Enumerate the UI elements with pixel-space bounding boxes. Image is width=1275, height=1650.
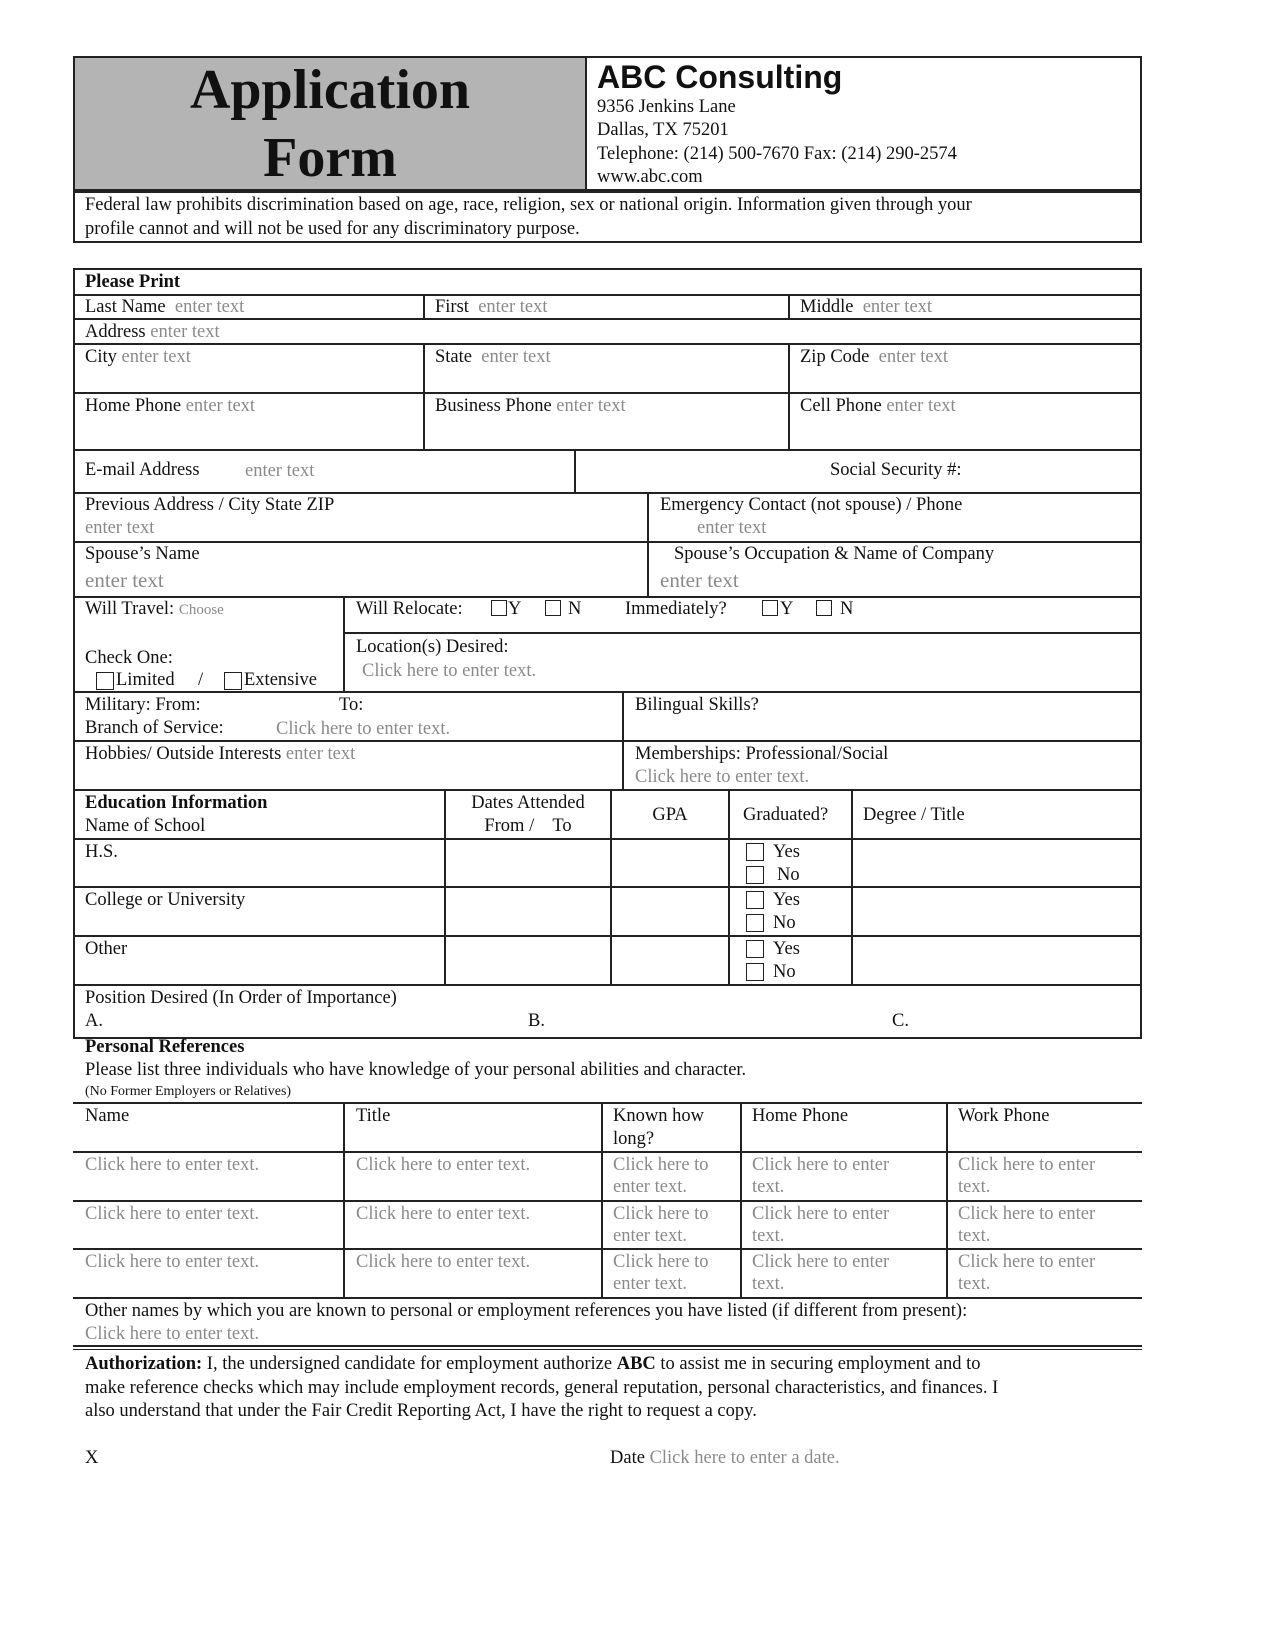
rule [73,343,1142,345]
relocate-yes-label: Y [508,599,522,619]
business-phone-input[interactable]: enter text [556,396,626,416]
ref1-home-input[interactable] [752,1154,889,1198]
will-travel-dropdown[interactable]: Choose [178,602,224,618]
name-of-school-header: Name of School [85,816,206,836]
company-address2: Dallas, TX 75201 [597,120,729,140]
rule [343,1102,345,1297]
authorization-line1 [85,1353,981,1375]
ssn-label: Social Security #: [830,460,962,480]
rule [73,984,1142,986]
college-no-checkbox[interactable] [746,914,764,932]
first-name-input[interactable]: enter text [478,297,548,317]
references-note: (No Former Employers or Relatives) [85,1084,292,1099]
memberships-label: Memberships: Professional/Social [635,744,889,764]
rule [73,1248,1142,1250]
company-website: www.abc.com [597,167,703,187]
rule [73,740,1142,742]
hobbies-label: Hobbies/ Outside Interests [85,744,282,764]
rule [788,343,790,449]
business-phone-field[interactable] [435,395,626,417]
last-name-input[interactable]: enter text [174,297,245,317]
ref1-title-input[interactable]: Click here to enter text. [356,1155,531,1175]
check-one-label: Check One: [85,648,173,668]
rule [73,449,1142,451]
email-label: E-mail Address [85,460,200,480]
ref1-home-line2: text. [752,1177,785,1197]
position-c-label: C. [892,1011,909,1031]
immediately-no-checkbox[interactable] [816,600,832,616]
home-phone-input[interactable]: enter text [185,396,256,416]
ref2-work-line1: Click here to enter [958,1204,1096,1224]
state-field[interactable] [435,346,551,368]
personal-section [73,268,1142,1039]
ref-col-name: Name [85,1106,130,1126]
ref2-title-input[interactable]: Click here to enter text. [356,1204,531,1224]
ref2-work-line2: text. [958,1226,991,1246]
authorization-abc: ABC [616,1354,656,1374]
limited-checkbox[interactable] [96,672,114,690]
rule [423,294,425,318]
ref1-home-line1: Click here to enter [752,1155,890,1175]
ref2-known-line2: enter text. [613,1226,687,1246]
rule [73,789,1142,791]
rule [73,1349,1142,1350]
extensive-checkbox[interactable] [224,672,242,690]
hs-yes-checkbox[interactable] [746,843,764,861]
ref1-work-line2: text. [958,1177,991,1197]
edu-row-college: College or University [85,890,246,910]
rule [788,294,790,318]
signature-x[interactable]: X [85,1448,99,1468]
city-input[interactable]: enter text [121,347,191,367]
ref1-known-input[interactable] [613,1154,709,1198]
immediately-yes-label: Y [780,599,794,619]
branch-input[interactable]: Click here to enter text. [276,719,451,739]
cell-phone-label: Cell Phone [800,396,882,416]
rule [574,449,576,492]
ref2-known-line1: Click here to [613,1204,709,1224]
rule [601,1102,603,1297]
please-print-heading: Please Print [85,272,181,292]
middle-name-label: Middle [800,297,854,317]
ref-col-home-phone: Home Phone [752,1106,849,1126]
hs-no-checkbox[interactable] [746,866,764,884]
address-input[interactable]: enter text [150,322,220,342]
ref1-work-input[interactable] [958,1154,1095,1198]
ref3-home-line1: Click here to enter [752,1252,890,1272]
ref-col-known-1: Known how [613,1106,704,1126]
hs-no-label: No [777,865,800,885]
rule [622,691,624,789]
limited-label: Limited [116,670,175,690]
first-name-label: First [435,297,469,317]
ref2-home-line1: Click here to enter [752,1204,890,1224]
other-yes-checkbox[interactable] [746,940,764,958]
bilingual-label: Bilingual Skills? [635,695,759,715]
other-no-label: No [773,962,796,982]
authorization-text-a: I, the undersigned candidate for employment authorize [202,1354,617,1374]
ref3-work-line1: Click here to enter [958,1252,1096,1272]
check-one-separator: / [198,670,204,690]
rule [647,492,649,596]
spouse-occupation-input[interactable]: enter text [660,568,739,592]
college-yes-label: Yes [773,890,800,910]
from-to-header: From / To [484,816,572,836]
spouse-occupation-label: Spouse’s Occupation & Name of Company [674,544,995,564]
rule [73,1102,1142,1104]
form-title-line2: Form [263,127,397,189]
other-no-checkbox[interactable] [746,963,764,981]
date-label: Date [610,1448,645,1468]
education-heading: Education Information [85,793,268,813]
hobbies-input[interactable]: enter text [285,744,356,764]
company-name: ABC Consulting [597,59,843,95]
previous-address-input[interactable]: enter text [85,518,155,538]
immediately-label: Immediately? [625,599,727,619]
position-a-label: A. [85,1011,103,1031]
ref-col-title: Title [356,1106,391,1126]
rule [73,1151,1142,1153]
state-label: State [435,347,472,367]
address-label: Address [85,322,146,342]
will-relocate-label: Will Relocate: [356,599,463,619]
middle-name-input[interactable]: enter text [862,297,933,317]
spouse-name-label: Spouse’s Name [85,544,200,564]
date-picker[interactable]: Click here to enter a date. [649,1448,840,1468]
city-field[interactable] [85,346,191,368]
rule [851,789,853,984]
position-b-label: B. [528,1011,545,1031]
rule [73,392,1142,394]
gpa-header: GPA [652,805,688,825]
rule [740,1102,742,1297]
rule [73,935,1142,937]
business-phone-label: Business Phone [435,396,552,416]
authorization-line2: make reference checks which may include employment records, general reputation, personal characteristics, and finances. I [85,1378,999,1398]
immediately-yes-checkbox[interactable] [762,600,778,616]
cell-phone-field[interactable] [800,395,956,417]
ref3-home-line2: text. [752,1274,785,1294]
ref1-name-input[interactable]: Click here to enter text. [85,1155,260,1175]
relocate-no-checkbox[interactable] [545,600,561,616]
ref3-known-input[interactable] [613,1251,709,1295]
authorization-text-b: to assist me in securing employment and to [655,1354,981,1374]
relocate-yes-checkbox[interactable] [491,600,507,616]
company-phones: Telephone: (214) 500-7670 Fax: (214) 290-2574 [597,144,957,164]
branch-label: Branch of Service: [85,718,224,738]
ref2-work-input[interactable] [958,1203,1095,1247]
other-names-label: Other names by which you are known to personal or employment references you have listed (if different from present): [85,1301,968,1321]
ref1-known-line2: enter text. [613,1177,687,1197]
other-yes-label: Yes [773,939,800,959]
rule [343,596,345,691]
will-travel-label: Will Travel: [85,599,175,619]
ref3-known-line2: enter text. [613,1274,687,1294]
hs-yes-label: Yes [773,842,800,862]
military-to-label: To: [339,695,364,715]
references-instruction: Please list three individuals who have knowledge of your personal abilities and character. [85,1060,747,1080]
rule [73,596,1142,598]
ref3-known-line1: Click here to [613,1252,709,1272]
memberships-input[interactable]: Click here to enter text. [635,767,810,787]
hobbies-field[interactable] [85,743,355,765]
ref3-home-input[interactable] [752,1251,889,1295]
last-name-field[interactable] [85,296,244,318]
emergency-contact-input[interactable]: enter text [697,518,767,538]
city-label: City [85,347,117,367]
ref1-work-line1: Click here to enter [958,1155,1096,1175]
position-desired-label: Position Desired (In Order of Importance) [85,988,397,1008]
rule [343,632,1142,634]
dates-attended-header: Dates Attended [471,793,585,813]
ref3-name-input[interactable]: Click here to enter text. [85,1252,260,1272]
rule [73,838,1142,840]
relocate-no-label: N [568,599,582,619]
rule [73,691,1142,693]
date-field[interactable] [610,1447,840,1469]
college-yes-checkbox[interactable] [746,891,764,909]
authorization-line3: also understand that under the Fair Credit Reporting Act, I have the right to request a copy. [85,1401,757,1421]
degree-header: Degree / Title [863,805,965,825]
ref2-home-input[interactable] [752,1203,889,1247]
other-names-input[interactable]: Click here to enter text. [85,1324,260,1344]
authorization-label: Authorization: [85,1354,203,1374]
ref-col-work-phone: Work Phone [958,1106,1050,1126]
ref3-work-input[interactable] [958,1251,1095,1295]
rule [73,1200,1142,1202]
zip-label: Zip Code [800,347,870,367]
ref2-home-line2: text. [752,1226,785,1246]
spouse-name-input[interactable]: enter text [85,568,164,592]
notice-line1: Federal law prohibits discrimination based on age, race, religion, sex or national origin. Information given through your [85,195,972,215]
zip-field[interactable] [800,346,948,368]
ref3-work-line2: text. [958,1274,991,1294]
military-from-label: Military: From: [85,695,201,715]
rule [73,886,1142,888]
references-heading: Personal References [85,1037,245,1057]
cell-phone-input[interactable]: enter text [886,396,956,416]
previous-address-label: Previous Address / City State ZIP [85,495,335,515]
locations-input[interactable]: Click here to enter text. [362,661,537,681]
header-divider [585,56,587,191]
rule [73,1297,1142,1299]
college-no-label: No [773,913,796,933]
immediately-no-label: N [840,599,854,619]
ref2-known-input[interactable] [613,1203,709,1247]
rule [73,318,1142,320]
zip-input[interactable]: enter text [878,347,948,367]
ref2-name-input[interactable]: Click here to enter text. [85,1204,260,1224]
ref1-known-line1: Click here to [613,1155,709,1175]
edu-row-hs: H.S. [85,842,118,862]
first-name-field[interactable] [435,296,548,318]
last-name-label: Last Name [85,297,166,317]
will-travel-field[interactable] [85,598,224,621]
state-input[interactable]: enter text [481,347,551,367]
form-title-line1: Application [189,59,471,121]
emergency-contact-label: Emergency Contact (not spouse) / Phone [660,495,963,515]
extensive-label: Extensive [244,670,317,690]
home-phone-label: Home Phone [85,396,182,416]
rule [946,1102,948,1297]
graduated-header: Graduated? [743,805,829,825]
ref-col-known-2: long? [613,1129,655,1149]
company-address1: 9356 Jenkins Lane [597,97,736,117]
email-input[interactable]: enter text [245,461,315,481]
locations-label: Location(s) Desired: [356,637,509,657]
middle-name-field[interactable] [800,296,932,318]
rule [423,343,425,449]
ref3-title-input[interactable]: Click here to enter text. [356,1252,531,1272]
rule [728,789,730,984]
notice-line2: profile cannot and will not be used for any discriminatory purpose. [85,219,580,239]
edu-row-other: Other [85,939,128,959]
home-phone-field[interactable] [85,395,255,417]
address-field[interactable] [85,321,220,343]
rule [73,1345,1142,1347]
